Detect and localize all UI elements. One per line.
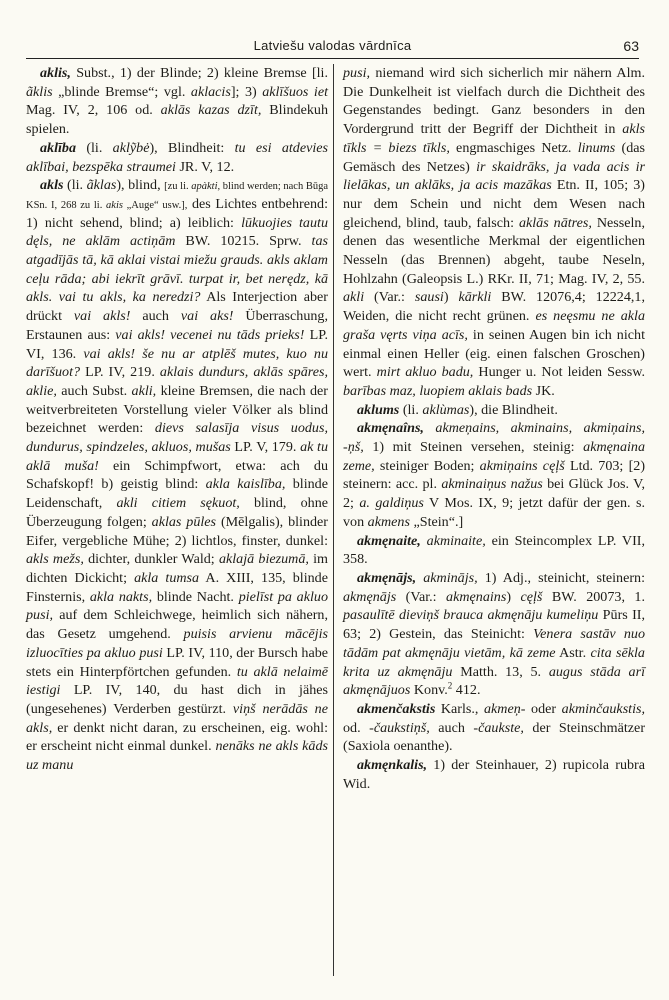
- entry-text: auch: [130, 308, 181, 325]
- italic-text: akla nakts,: [89, 588, 153, 605]
- entry-text: (Mēlgalis), blinder Eifer, vergebliche Mühe; 2) lichtlos, finster, dunkel:: [26, 513, 328, 549]
- entry-text: ein Schimpfwort, etwa: ach du Schafskopf! b) geistig blind:: [26, 457, 328, 493]
- italic-text: ãklas: [86, 177, 117, 194]
- headword: aklums: [357, 401, 400, 418]
- entry-text: JK.: [532, 382, 555, 399]
- entry-text: ein Steincomplex LP. VII, 358.: [343, 532, 645, 568]
- entry-text: BW. 12076,4; 12224,1, Weiden, die nicht recht grünen.: [343, 289, 645, 325]
- italic-text: linums: [577, 139, 616, 156]
- etymology-note: akis: [106, 199, 123, 211]
- entry-text: ): [443, 289, 459, 306]
- italic-text: ir skaidrāks, ja vada acis ir lielākas, un aklāks, ja acis mazākas: [343, 158, 645, 194]
- italic-text: augus stāda arī akmęnājuos: [343, 663, 645, 699]
- entry-text: Blindekuh spielen.: [26, 102, 328, 138]
- entry-aklums: [343, 401, 645, 420]
- entry-text: Überraschung, Erstaunen aus:: [26, 308, 329, 343]
- italic-text: aklùmas: [422, 401, 470, 418]
- entry-text: in seinen Augen bin ich nicht einmal einen Heller (eig. einen falschen Groschen) wert.: [343, 326, 645, 381]
- entry-text: im dichten Dickicht;: [26, 551, 329, 586]
- etymology-note: [zu li.: [164, 181, 192, 193]
- italic-text: akls tīkls = biezs tīkls,: [343, 121, 645, 156]
- entry-text: Als Interjection aber drückt: [26, 289, 328, 325]
- italic-text: -čaukste,: [473, 719, 524, 736]
- entry-text: (li.: [63, 177, 87, 194]
- entry-text: Ltd. 703; [2) steinern: acc. pl.: [343, 457, 646, 493]
- italic-text: pasaulītē dieviņš brauca akmęnāju kumeliņu: [343, 607, 599, 624]
- italic-text: ãklis: [26, 83, 53, 100]
- italic-text: puisis arvienu mācējis izluocīties pa akluo pusi: [26, 626, 328, 661]
- right-column: [343, 64, 645, 793]
- entry-text: des Lichtes entbehrend: 1) nicht sehend, blind; a) leiblich:: [26, 195, 328, 231]
- italic-text: aklīšuos iet: [262, 83, 328, 100]
- entry-text: auf dem Schleichwege, heimlich sich nähern, das Gesetz umgehend.: [26, 607, 328, 643]
- entry-text: ): [506, 588, 521, 605]
- italic-text: tu aklā nelaimē iestigi: [26, 663, 329, 699]
- entry-text: BW. 20073, 1.: [542, 588, 645, 605]
- italic-text: pielīst pa akluo pusi,: [26, 588, 328, 624]
- entry-text: Konv.: [410, 682, 448, 699]
- entry-text: od.: [343, 719, 370, 736]
- entry-akmenkalis: [343, 756, 645, 793]
- entry-text: Mag. IV, 2, 106 od.: [26, 102, 161, 119]
- running-title: Latviešu valodas vārdnīca: [253, 38, 412, 53]
- entry-text: blind, ohne Überzeugung folgen;: [26, 495, 328, 530]
- entry-akmenaite: [343, 532, 645, 569]
- etymology-note: „Auge“ usw.],: [122, 199, 188, 211]
- italic-text: akli: [343, 289, 365, 306]
- headword: akmęnājs,: [357, 569, 417, 586]
- italic-text: vai akls!: [73, 308, 131, 325]
- etymology-note: apàkti,: [191, 181, 221, 193]
- entry-aklis: [26, 64, 328, 139]
- entry-akls-continued: [343, 64, 645, 401]
- entry-text: (Var.:: [364, 289, 415, 306]
- column-divider: [333, 64, 334, 976]
- italic-text: tu esi atdevies aklībai, bezspēka straumei: [26, 139, 328, 175]
- italic-text: cita sēkla krita uz akmęnāju: [343, 644, 645, 680]
- italic-text: aklās nātres,: [518, 214, 592, 231]
- headword: aklis,: [40, 65, 71, 81]
- italic-text: akli citiem sękuot,: [116, 495, 240, 512]
- entry-text: LP. IV, 219.: [80, 364, 160, 381]
- entry-text: 412.: [452, 682, 481, 699]
- italic-text: akmens: [367, 513, 410, 530]
- entry-text: blinde Nacht.: [152, 588, 239, 605]
- italic-text: aklais dundurs, aklās spāres, aklie,: [26, 364, 328, 399]
- entry-text: engmaschiges Netz.: [449, 139, 578, 156]
- entry-text: 1) mit Steinen versehen, steinig:: [363, 439, 584, 456]
- italic-text: akmeņains, akminains, akmiņains, -ņš,: [343, 420, 645, 456]
- italic-text: vai aks!: [180, 308, 234, 325]
- italic-text: aklās kazas dzīt,: [160, 102, 262, 119]
- italic-text: es neęsmu ne akla graša vęrts viņa acīs,: [343, 308, 646, 343]
- entry-text: ), Blindheit:: [149, 139, 235, 156]
- entry-text: A. XIII, 135, blinde Finsternis,: [26, 569, 328, 605]
- italic-text: akmęnaina zeme,: [343, 439, 645, 474]
- italic-text: aklacis: [190, 83, 231, 100]
- page-header: [26, 38, 639, 56]
- headword: akmęnkalis,: [357, 757, 428, 774]
- entry-text: Astr.: [555, 644, 591, 661]
- italic-text: tas atgadījās tā, kā aklai vistai miežu grauds. akls aklam ceļu rāda; abi iekrīt grāvī. turpat ir, bet nerędz, kā akls. vai tu akls, ka neredzi?: [26, 233, 328, 306]
- italic-text: akmeņ-: [484, 700, 526, 717]
- etymology-note: blind werden; nach Būga KSn. I, 268 zu li.: [26, 181, 329, 211]
- italic-text: aklajā biezumā,: [218, 551, 309, 568]
- italic-text: ak tu aklā muša!: [26, 439, 328, 474]
- entry-text: LP. IV, 140, du hast dich in jähes (ungesehenes) Verderben gestürzt.: [26, 682, 328, 717]
- entry-text: blinde Leidenschaft,: [26, 476, 328, 512]
- italic-text: nenāks ne akls kāds uz manu: [26, 738, 329, 774]
- italic-text: akli,: [131, 382, 157, 399]
- entry-text: ), die Blindheit.: [469, 401, 558, 418]
- entry-text: LP. IV, 110, der Bursch habe stets ein Hinterpförtchen gefunden.: [26, 644, 329, 680]
- italic-text: akls mežs,: [26, 551, 84, 568]
- entry-text: LP. V, 179.: [230, 439, 301, 456]
- italic-text: akminaite,: [426, 532, 486, 549]
- entry-text: „blinde Bremse“; vgl.: [52, 83, 191, 100]
- entry-text: bei Glück Jos. V, 2;: [343, 476, 645, 512]
- entry-text: er denkt nicht daran, zu erscheinen, eig. wohl: er erscheint nicht einmal dunkel.: [26, 719, 328, 755]
- italic-text: dievs salasīja visus uodus, dundurus, spindzeles, akluos, mušas: [26, 420, 328, 456]
- superscript: 2: [447, 680, 453, 691]
- entry-text: 1) Adj., steinicht, steinern:: [477, 569, 645, 586]
- entry-text: 1) der Steinhauer, 2) rupicola rubra Wid.: [343, 757, 645, 792]
- entry-text: (das Gemäsch des Netzes): [343, 139, 645, 175]
- entry-text: Subst., 1) der Blinde; 2) kleine Bremse [li.: [70, 65, 328, 81]
- italic-text: sausi: [414, 289, 444, 306]
- entry-akliba: [26, 139, 328, 176]
- italic-text: viņš nerādās ne akls,: [26, 700, 328, 736]
- italic-text: akmiņains cęļš: [479, 457, 565, 474]
- header-rule: [26, 58, 639, 59]
- entry-text: Hunger u. Not leiden Sessw.: [473, 364, 645, 381]
- entry-text: (li.: [399, 401, 423, 418]
- italic-text: pusi,: [343, 65, 371, 81]
- entry-text: auch Subst.: [56, 382, 132, 399]
- italic-text: vai akls! še nu ar atplēš mutes, kuo nu darīšuot?: [26, 345, 329, 381]
- entry-text: (Var.:: [396, 588, 447, 605]
- entry-text: [424, 420, 435, 436]
- entry-akmenajs: [343, 569, 645, 700]
- italic-text: akminājs,: [423, 569, 478, 586]
- italic-text: aklỹbė: [112, 139, 150, 156]
- entry-text: dichter, dunkler Wald;: [83, 551, 219, 568]
- entry-text: Pūrs II, 63; 2) Gestein, das Steinicht:: [343, 607, 645, 643]
- entry-text: niemand wird sich sicherlich mir nähern Alm. Die Dunkelheit ist vielfach durch die Dichtheit des Gegenstandes bedingt. Ganz besonders in den Vordergrund tritt der Begriff der Dichtheit in: [343, 65, 645, 138]
- italic-text: akla kaislība,: [205, 476, 286, 493]
- entry-text: V Mos. IX, 9; jetzt dafür der gen. s. von: [343, 495, 645, 530]
- entry-text: kleine Bremsen, die nach der weitverbreiteten Vorstellung vieler Völker als blind bezeichnet werden:: [26, 382, 328, 437]
- entry-text: Matth. 13, 5.: [452, 663, 549, 680]
- entry-text: steiniger Boden;: [374, 457, 480, 474]
- italic-text: akmęnājs: [343, 588, 397, 605]
- headword: akmęnaite,: [357, 532, 421, 549]
- italic-text: Venera sastāv nuo tādām pat akmęnāju vietām, kā zeme: [343, 626, 645, 661]
- entry-text: ), blind,: [116, 177, 165, 194]
- entry-akmenains: [343, 419, 645, 531]
- left-column: [26, 64, 328, 775]
- entry-text: Etn. II, 105; 3) nur dem Schein und nicht dem Wesen nach gleichend, blind, taub, falsch:: [343, 177, 645, 231]
- entry-text: LP. VI, 136.: [26, 326, 328, 362]
- italic-text: cęļš: [520, 588, 543, 605]
- italic-text: akminčaukstis,: [561, 700, 646, 717]
- entry-text: der Steinschmätzer (Saxiola oenanthe).: [343, 719, 646, 755]
- italic-text: akminaiņus nažus: [441, 476, 543, 493]
- entry-text: Karls.,: [435, 700, 484, 717]
- page-number: 63: [623, 38, 639, 54]
- italic-text: kārkli: [458, 289, 492, 306]
- headword: akls: [40, 177, 64, 194]
- italic-text: vai akls! vecenei nu tāds prieks!: [115, 326, 305, 343]
- headword: akmenčakstis: [357, 700, 436, 717]
- entry-text: oder: [525, 700, 562, 717]
- headword: aklība: [40, 139, 77, 156]
- italic-text: akla tumsa: [134, 569, 200, 586]
- italic-text: aklas pūles: [151, 513, 217, 530]
- entry-text: JR. V, 12.: [175, 158, 235, 175]
- italic-text: mirt akluo badu,: [376, 364, 474, 381]
- entry-akmencakstis: [343, 700, 645, 756]
- italic-text: -čaukstiņš,: [369, 719, 430, 736]
- italic-text: lūkuojies tautu dęls, ne aklām actiņām: [26, 214, 328, 250]
- entry-text: ]; 3): [230, 83, 263, 100]
- italic-text: akmęnains: [446, 588, 507, 605]
- entry-text: Nesseln, denen das wesentliche Merkmal der eigentlichen Nesseln (das Brennen) abgeht, taube Neseln, Hohlzahn (Galeopsis L.) RKr. II, 71; Mag. IV, 2, 55.: [343, 214, 645, 287]
- entry-text: „Stein“.]: [409, 513, 464, 530]
- entry-akls: [26, 176, 328, 775]
- headword: akmęnaîns,: [357, 420, 424, 437]
- entry-text: (li.: [76, 139, 113, 156]
- entry-text: BW. 10215. Sprw.: [175, 233, 312, 250]
- entry-text: auch: [429, 719, 474, 736]
- italic-text: barības maz, luopiem aklais bads: [343, 382, 533, 399]
- italic-text: a. galdiņus: [359, 495, 424, 512]
